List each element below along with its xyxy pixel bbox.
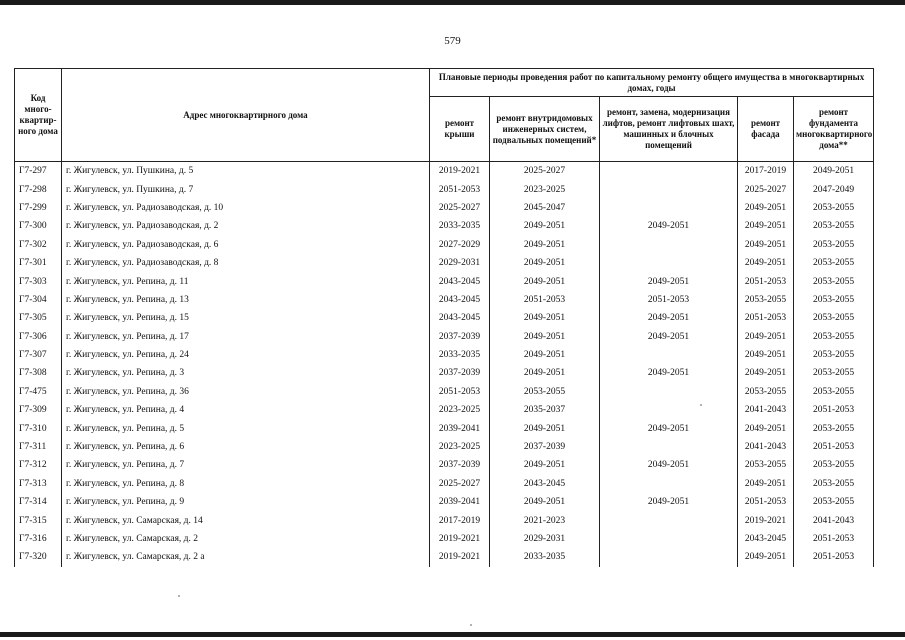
cell-lifts [600, 254, 738, 272]
cell-foundation: 2041-2043 [794, 511, 874, 529]
cell-foundation: 2053-2055 [794, 254, 874, 272]
cell-foundation: 2053-2055 [794, 383, 874, 401]
cell-roof: 2025-2027 [430, 475, 490, 493]
cell-roof: 2051-2053 [430, 180, 490, 198]
cell-foundation: 2053-2055 [794, 364, 874, 382]
scan-speck [700, 404, 702, 406]
cell-systems: 2025-2027 [490, 162, 600, 181]
cell-code: Г7-298 [15, 180, 62, 198]
table-row [15, 254, 874, 272]
cell-address: г. Жигулевск, ул. Репина, д. 7 [62, 456, 430, 474]
cell-systems: 2049-2051 [490, 309, 600, 327]
cell-code: Г7-308 [15, 364, 62, 382]
cell-lifts [600, 548, 738, 566]
cell-facade: 2049-2051 [738, 199, 794, 217]
table-row [15, 162, 874, 181]
cell-lifts: 2049-2051 [600, 272, 738, 290]
table-body [15, 162, 874, 567]
cell-lifts: 2049-2051 [600, 217, 738, 235]
table-row [15, 401, 874, 419]
cell-address: г. Жигулевск, ул. Радиозаводская, д. 10 [62, 199, 430, 217]
cell-foundation: 2053-2055 [794, 328, 874, 346]
cell-code: Г7-303 [15, 272, 62, 290]
cell-roof: 2051-2053 [430, 383, 490, 401]
cell-lifts [600, 180, 738, 198]
cell-facade: 2043-2045 [738, 530, 794, 548]
cell-systems: 2033-2035 [490, 548, 600, 566]
cell-roof: 2017-2019 [430, 511, 490, 529]
cell-foundation: 2051-2053 [794, 401, 874, 419]
cell-systems: 2037-2039 [490, 438, 600, 456]
cell-facade: 2049-2051 [738, 419, 794, 437]
table-row [15, 217, 874, 235]
table-row [15, 199, 874, 217]
cell-facade: 2049-2051 [738, 364, 794, 382]
cell-foundation: 2053-2055 [794, 419, 874, 437]
cell-systems: 2023-2025 [490, 180, 600, 198]
cell-roof: 2027-2029 [430, 236, 490, 254]
cell-foundation: 2047-2049 [794, 180, 874, 198]
top-border-rule [0, 0, 905, 5]
table-row [15, 364, 874, 382]
cell-systems: 2043-2045 [490, 475, 600, 493]
cell-lifts [600, 236, 738, 254]
header-foundation: ремонт фундамента многоквартирного дома** [794, 97, 874, 162]
bottom-border-rule [0, 632, 905, 637]
cell-foundation: 2053-2055 [794, 475, 874, 493]
cell-facade: 2025-2027 [738, 180, 794, 198]
cell-code: Г7-302 [15, 236, 62, 254]
cell-facade: 2049-2051 [738, 346, 794, 364]
cell-roof: 2039-2041 [430, 419, 490, 437]
cell-code: Г7-311 [15, 438, 62, 456]
cell-systems: 2049-2051 [490, 419, 600, 437]
cell-address: г. Жигулевск, ул. Репина, д. 36 [62, 383, 430, 401]
cell-lifts [600, 383, 738, 401]
table-row [15, 419, 874, 437]
cell-foundation: 2053-2055 [794, 199, 874, 217]
table-row [15, 309, 874, 327]
cell-foundation: 2053-2055 [794, 309, 874, 327]
cell-address: г. Жигулевск, ул. Репина, д. 15 [62, 309, 430, 327]
cell-roof: 2019-2021 [430, 162, 490, 181]
cell-systems: 2049-2051 [490, 236, 600, 254]
cell-facade: 2049-2051 [738, 475, 794, 493]
cell-facade: 2051-2053 [738, 309, 794, 327]
table-row [15, 291, 874, 309]
cell-systems: 2049-2051 [490, 456, 600, 474]
cell-address: г. Жигулевск, ул. Репина, д. 4 [62, 401, 430, 419]
table-row [15, 438, 874, 456]
header-code: Код много-квартир-ного дома [15, 69, 62, 162]
table-row [15, 383, 874, 401]
cell-facade: 2051-2053 [738, 272, 794, 290]
cell-systems: 2049-2051 [490, 254, 600, 272]
cell-facade: 2051-2053 [738, 493, 794, 511]
cell-code: Г7-320 [15, 548, 62, 566]
cell-foundation: 2051-2053 [794, 530, 874, 548]
cell-lifts [600, 162, 738, 181]
repair-schedule-table [14, 68, 874, 567]
cell-address: г. Жигулевск, ул. Самарская, д. 2 [62, 530, 430, 548]
cell-code: Г7-316 [15, 530, 62, 548]
header-periods-group: Плановые периоды проведения работ по капитальному ремонту общего имущества в многоквартирных домах, годы [430, 69, 874, 97]
cell-address: г. Жигулевск, ул. Репина, д. 8 [62, 475, 430, 493]
cell-roof: 2033-2035 [430, 217, 490, 235]
cell-lifts [600, 199, 738, 217]
cell-code: Г7-313 [15, 475, 62, 493]
cell-foundation: 2053-2055 [794, 236, 874, 254]
table-row [15, 272, 874, 290]
cell-code: Г7-307 [15, 346, 62, 364]
table-row [15, 328, 874, 346]
cell-lifts: 2049-2051 [600, 456, 738, 474]
table-row [15, 493, 874, 511]
cell-address: г. Жигулевск, ул. Репина, д. 5 [62, 419, 430, 437]
cell-roof: 2043-2045 [430, 309, 490, 327]
cell-roof: 2043-2045 [430, 272, 490, 290]
cell-address: г. Жигулевск, ул. Репина, д. 17 [62, 328, 430, 346]
cell-lifts [600, 511, 738, 529]
table-row [15, 456, 874, 474]
cell-code: Г7-304 [15, 291, 62, 309]
cell-lifts: 2049-2051 [600, 493, 738, 511]
cell-address: г. Жигулевск, ул. Пушкина, д. 7 [62, 180, 430, 198]
cell-roof: 2023-2025 [430, 438, 490, 456]
cell-facade: 2053-2055 [738, 383, 794, 401]
cell-lifts [600, 401, 738, 419]
cell-code: Г7-312 [15, 456, 62, 474]
cell-address: г. Жигулевск, ул. Репина, д. 24 [62, 346, 430, 364]
cell-systems: 2021-2023 [490, 511, 600, 529]
cell-lifts [600, 530, 738, 548]
cell-facade: 2017-2019 [738, 162, 794, 181]
table-row [15, 475, 874, 493]
cell-systems: 2045-2047 [490, 199, 600, 217]
cell-systems: 2049-2051 [490, 364, 600, 382]
cell-roof: 2043-2045 [430, 291, 490, 309]
header-lifts: ремонт, замена, модернизация лифтов, ремонт лифтовых шахт, машинных и блочных помещений [600, 97, 738, 162]
cell-roof: 2037-2039 [430, 328, 490, 346]
cell-facade: 2049-2051 [738, 548, 794, 566]
cell-lifts: 2051-2053 [600, 291, 738, 309]
cell-systems: 2049-2051 [490, 493, 600, 511]
cell-address: г. Жигулевск, ул. Самарская, д. 2 а [62, 548, 430, 566]
header-engineering-systems: ремонт внутридомовых инженерных систем, подвальных помещений* [490, 97, 600, 162]
cell-roof: 2033-2035 [430, 346, 490, 364]
cell-facade: 2049-2051 [738, 217, 794, 235]
page-number: 579 [444, 35, 461, 47]
cell-foundation: 2051-2053 [794, 548, 874, 566]
cell-systems: 2049-2051 [490, 272, 600, 290]
cell-foundation: 2053-2055 [794, 272, 874, 290]
cell-foundation: 2053-2055 [794, 291, 874, 309]
cell-facade: 2049-2051 [738, 254, 794, 272]
cell-address: г. Жигулевск, ул. Самарская, д. 14 [62, 511, 430, 529]
cell-address: г. Жигулевск, ул. Репина, д. 13 [62, 291, 430, 309]
cell-code: Г7-300 [15, 217, 62, 235]
cell-roof: 2039-2041 [430, 493, 490, 511]
scan-speck [178, 595, 180, 597]
cell-roof: 2025-2027 [430, 199, 490, 217]
cell-roof: 2019-2021 [430, 548, 490, 566]
cell-foundation: 2053-2055 [794, 346, 874, 364]
cell-address: г. Жигулевск, ул. Радиозаводская, д. 8 [62, 254, 430, 272]
header-roof: ремонт крыши [430, 97, 490, 162]
cell-roof: 2023-2025 [430, 401, 490, 419]
cell-foundation: 2051-2053 [794, 438, 874, 456]
cell-facade: 2053-2055 [738, 456, 794, 474]
cell-roof: 2029-2031 [430, 254, 490, 272]
cell-systems: 2029-2031 [490, 530, 600, 548]
cell-code: Г7-301 [15, 254, 62, 272]
cell-systems: 2049-2051 [490, 346, 600, 364]
cell-systems: 2035-2037 [490, 401, 600, 419]
cell-facade: 2049-2051 [738, 236, 794, 254]
cell-facade: 2041-2043 [738, 401, 794, 419]
cell-systems: 2051-2053 [490, 291, 600, 309]
table-row [15, 180, 874, 198]
cell-foundation: 2053-2055 [794, 493, 874, 511]
table-row [15, 511, 874, 529]
cell-roof: 2037-2039 [430, 456, 490, 474]
cell-lifts [600, 346, 738, 364]
header-address: Адрес многоквартирного дома [62, 69, 430, 162]
cell-address: г. Жигулевск, ул. Радиозаводская, д. 6 [62, 236, 430, 254]
cell-foundation: 2049-2051 [794, 162, 874, 181]
table-row [15, 236, 874, 254]
table-row [15, 530, 874, 548]
cell-foundation: 2053-2055 [794, 456, 874, 474]
cell-lifts: 2049-2051 [600, 328, 738, 346]
cell-code: Г7-309 [15, 401, 62, 419]
cell-facade: 2049-2051 [738, 328, 794, 346]
cell-code: Г7-299 [15, 199, 62, 217]
cell-code: Г7-306 [15, 328, 62, 346]
cell-address: г. Жигулевск, ул. Репина, д. 3 [62, 364, 430, 382]
cell-code: Г7-297 [15, 162, 62, 181]
scan-speck [470, 624, 472, 626]
cell-code: Г7-305 [15, 309, 62, 327]
cell-address: г. Жигулевск, ул. Репина, д. 9 [62, 493, 430, 511]
table-row [15, 346, 874, 364]
cell-facade: 2053-2055 [738, 291, 794, 309]
cell-systems: 2049-2051 [490, 217, 600, 235]
cell-code: Г7-475 [15, 383, 62, 401]
cell-systems: 2053-2055 [490, 383, 600, 401]
cell-code: Г7-310 [15, 419, 62, 437]
cell-lifts: 2049-2051 [600, 364, 738, 382]
cell-systems: 2049-2051 [490, 328, 600, 346]
cell-roof: 2037-2039 [430, 364, 490, 382]
cell-foundation: 2053-2055 [794, 217, 874, 235]
cell-address: г. Жигулевск, ул. Репина, д. 6 [62, 438, 430, 456]
cell-lifts [600, 475, 738, 493]
cell-code: Г7-315 [15, 511, 62, 529]
cell-address: г. Жигулевск, ул. Пушкина, д. 5 [62, 162, 430, 181]
table-row [15, 548, 874, 566]
header-facade: ремонт фасада [738, 97, 794, 162]
cell-lifts: 2049-2051 [600, 419, 738, 437]
cell-lifts [600, 438, 738, 456]
cell-address: г. Жигулевск, ул. Репина, д. 11 [62, 272, 430, 290]
cell-facade: 2019-2021 [738, 511, 794, 529]
cell-code: Г7-314 [15, 493, 62, 511]
cell-facade: 2041-2043 [738, 438, 794, 456]
cell-address: г. Жигулевск, ул. Радиозаводская, д. 2 [62, 217, 430, 235]
cell-roof: 2019-2021 [430, 530, 490, 548]
cell-lifts: 2049-2051 [600, 309, 738, 327]
